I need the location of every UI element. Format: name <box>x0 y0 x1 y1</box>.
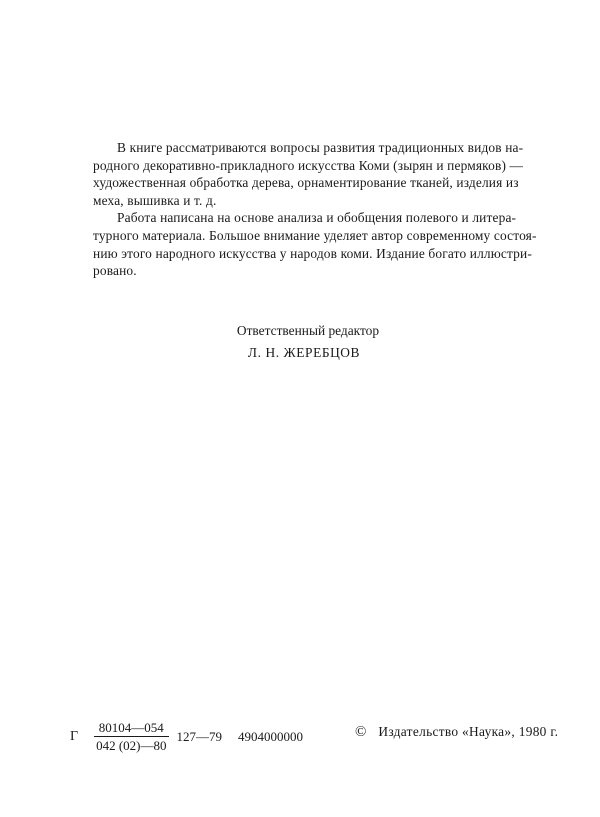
text-line: родного декоративно-прикладного искусства Коми (зырян и пермяков) — <box>93 157 524 173</box>
text-line: В книге рассматриваются вопросы развития традиционных видов на- <box>117 140 524 155</box>
editor-block <box>0 322 600 362</box>
copyright-text: Издательство «Наука», 1980 г. <box>378 724 559 739</box>
copyright-icon: © <box>355 724 367 740</box>
text-line: Работа написана на основе анализа и обобщения полевого и литера- <box>117 210 517 226</box>
annotation-text <box>93 139 537 280</box>
imprint-fraction <box>94 720 168 753</box>
text-line: нию этого народного искусства у народов коми. Издание богато иллюстри- <box>93 245 532 261</box>
text-line: меха, вышивка и т. д. <box>93 192 217 208</box>
text-line: ровано. <box>93 263 137 279</box>
imprint-codes <box>70 720 303 753</box>
fraction-numerator: 80104—054 <box>98 720 164 735</box>
fraction-denominator: 042 (02)—80 <box>96 738 167 753</box>
text-line: художественная обработка дерева, орнаментирование тканей, изделия из <box>93 175 519 191</box>
imprint-number: 4904000000 <box>238 728 304 744</box>
editor-name: Л. Н. ЖЕРЕБЦОВ <box>247 345 361 360</box>
imprint-code: 127—79 <box>176 728 223 744</box>
editor-role: Ответственный редактор <box>236 323 380 338</box>
paragraph-2 <box>93 209 537 279</box>
paragraph-1 <box>93 139 524 209</box>
imprint-letter: Г <box>70 728 79 744</box>
copyright-line <box>355 724 558 741</box>
text-line: турного материала. Большое внимание уделяет автор современному состоя- <box>93 227 537 243</box>
